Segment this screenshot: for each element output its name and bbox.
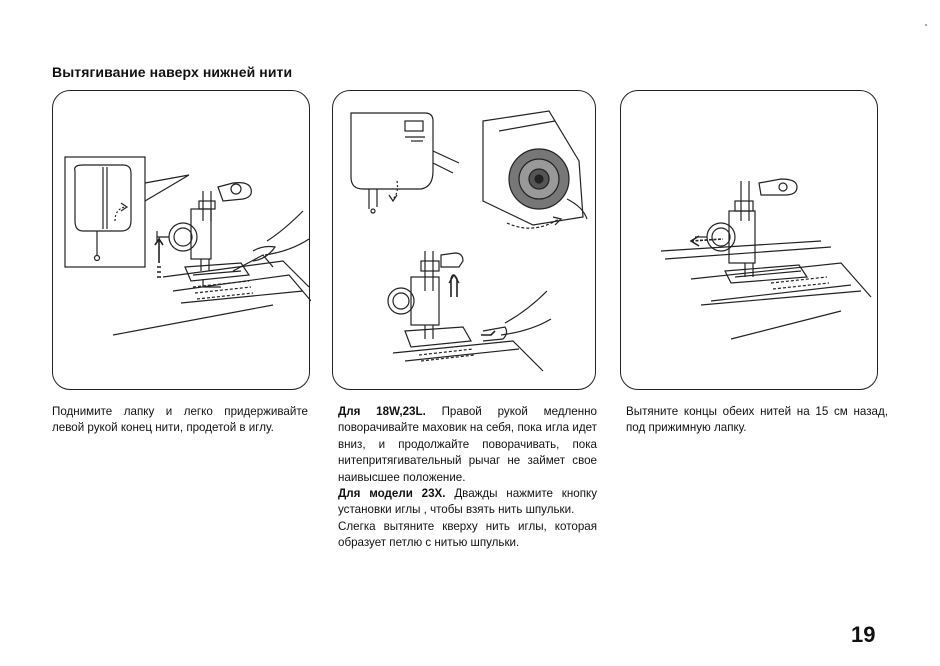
caption-2-text-3: Слегка вытяните кверху нить иглы, которая образует петлю с нитью шпульки. [338, 519, 597, 550]
illustration-turn-handwheel [332, 90, 596, 390]
caption-3-text: Вытяните концы обеих нитей на 15 см назад, под прижимную лапку. [626, 405, 888, 435]
scan-speck [925, 24, 927, 26]
section-title: Вытягивание наверх нижней нити [52, 64, 293, 80]
caption-1-text: Поднимите лапку и легко придерживайте левой рукой конец нити, продетой в иглу. [52, 405, 308, 435]
illustration-raise-presser-foot [52, 90, 310, 390]
caption-2-paragraph-1 [338, 404, 597, 486]
caption-step-1 [52, 404, 308, 437]
caption-2-model-18w-23l: Для 18W,23L. [338, 405, 426, 418]
page-number: 19 [851, 622, 876, 647]
caption-2-text-1: Правой рукой медленно поворачивайте маховик на себя, пока игла идет вниз, и продолжайте поворачивать, пока нитепритягивательный рычаг не займет свое наивысшее положение. [338, 405, 598, 484]
caption-2-paragraph-2 [338, 486, 597, 519]
caption-2-model-23x: Для модели 23X. [338, 487, 446, 501]
illustration-pull-threads-back [620, 90, 878, 390]
caption-step-2 [338, 404, 597, 552]
caption-2-text-2: Дважды нажмите кнопку установки иглы , чтобы взять нить шпульки. [338, 487, 597, 517]
caption-step-3 [626, 404, 888, 437]
